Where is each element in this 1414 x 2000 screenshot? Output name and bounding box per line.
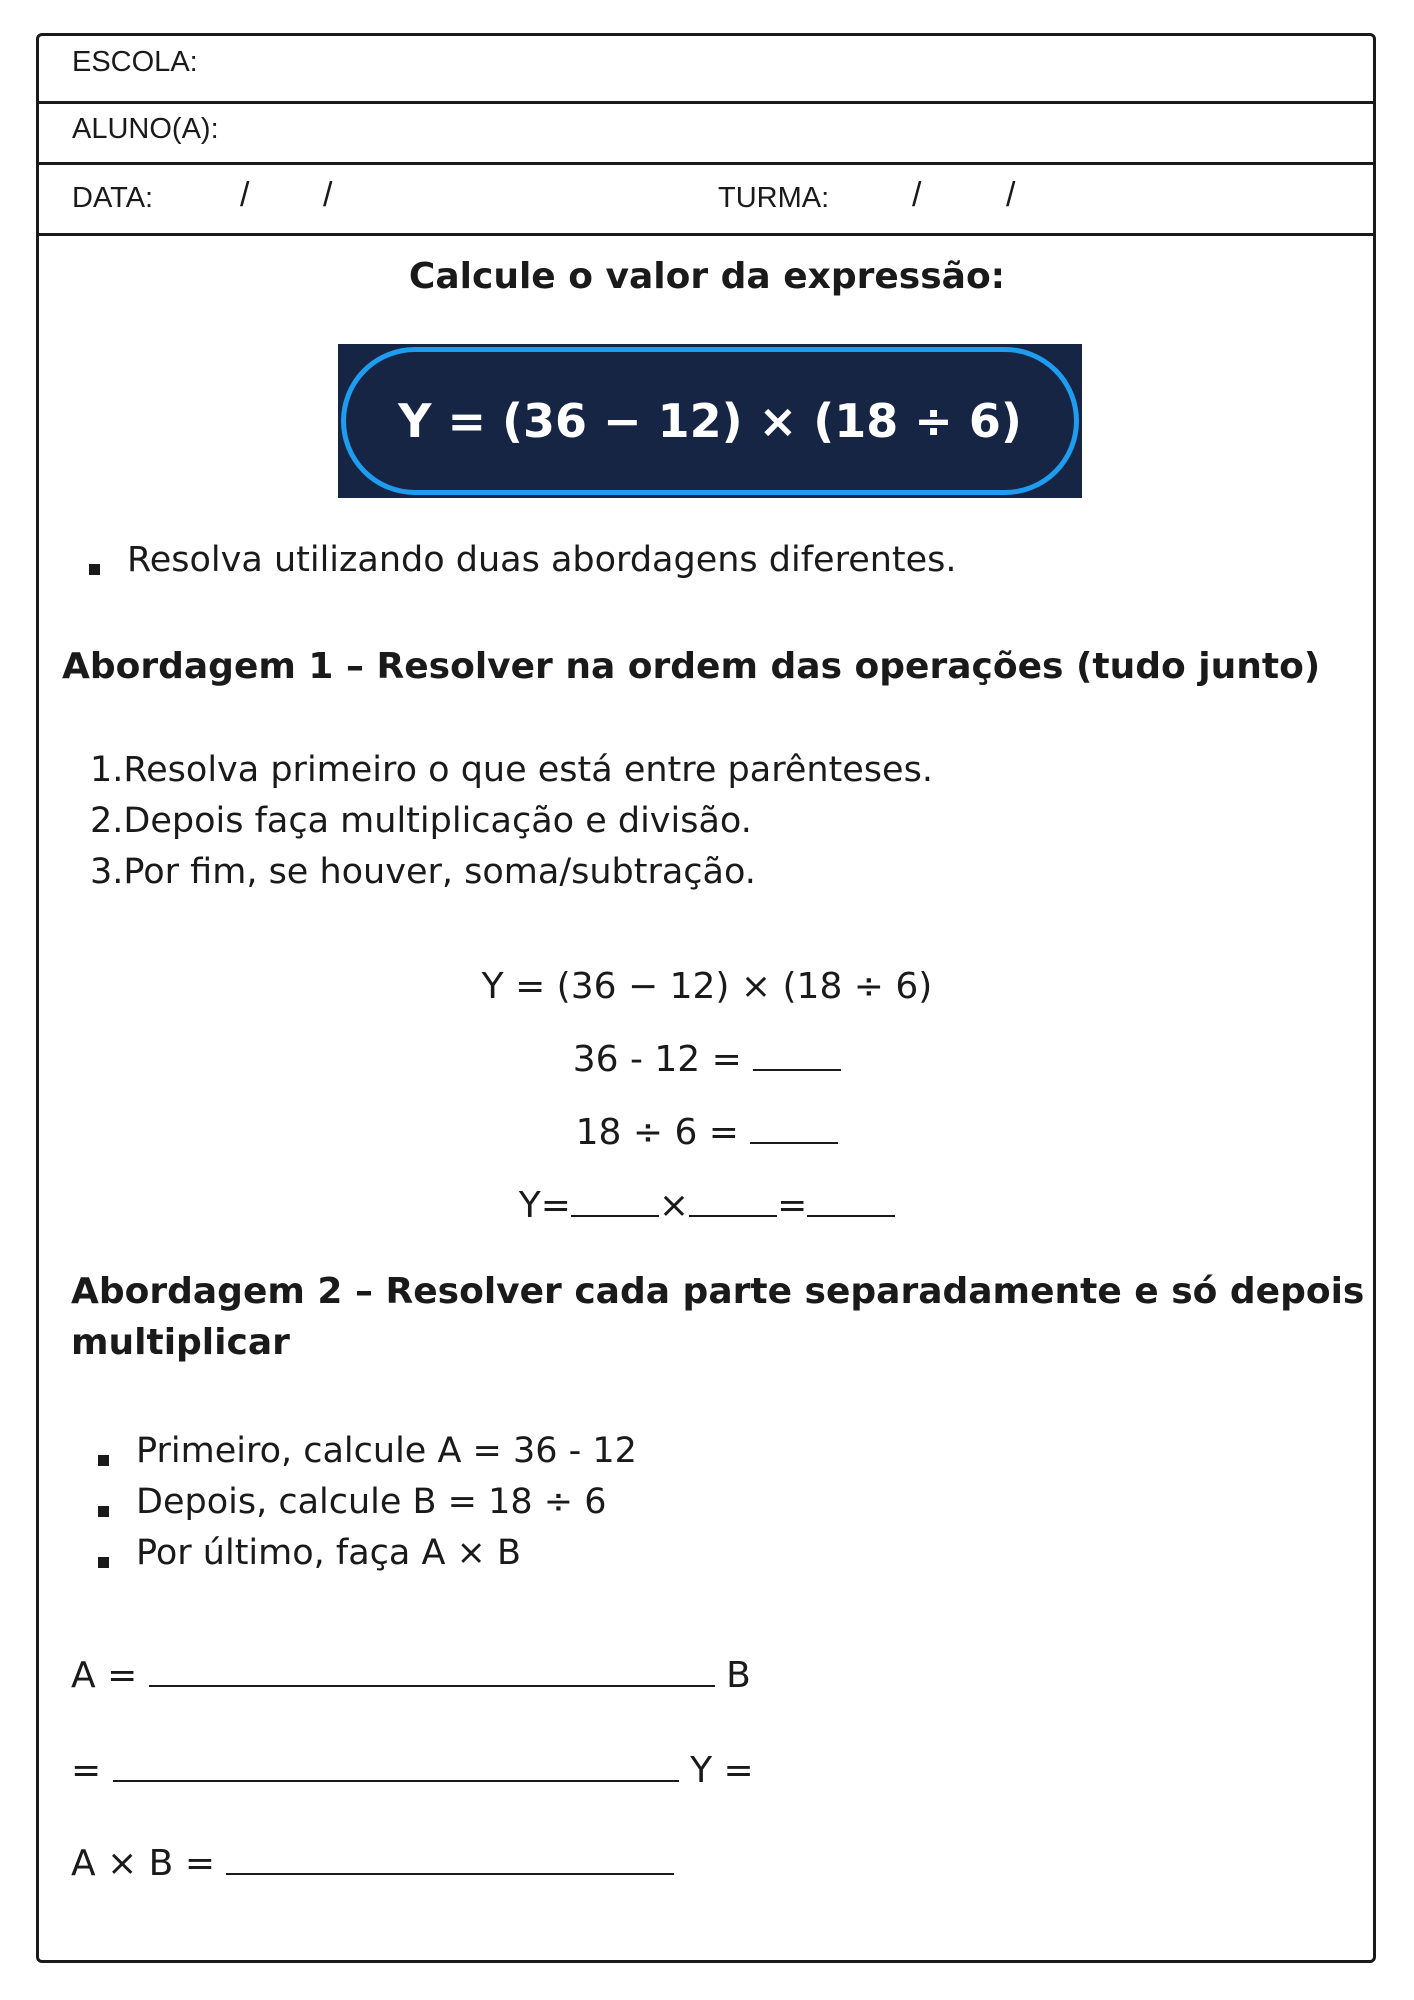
bullet-icon	[89, 564, 100, 575]
approach1-line2	[0, 1112, 1414, 1153]
approach1-step: 3.Por fim, se houver, soma/subtração.	[90, 852, 756, 892]
approach2-bullet: Depois, calcule B = 18 ÷ 6	[136, 1482, 607, 1522]
answer-a-blank[interactable]	[149, 1685, 715, 1687]
answer-a-label: A =	[71, 1655, 138, 1696]
answer-blank[interactable]	[750, 1142, 838, 1144]
answer-axb-line	[71, 1843, 674, 1884]
approach1-line3	[0, 1185, 1414, 1226]
approach2-bullet: Por último, faça A × B	[136, 1533, 522, 1573]
approach2-bullet: Primeiro, calcule A = 36 - 12	[136, 1431, 637, 1471]
expression-pill	[341, 347, 1079, 495]
answer-eq-label: =	[71, 1750, 102, 1791]
date-slash: /	[323, 176, 333, 214]
answer-axb-blank[interactable]	[226, 1873, 674, 1875]
approach1-heading: Abordagem 1 – Resolver na ordem das operações (tudo junto)	[62, 646, 1321, 687]
class-label: TURMA:	[718, 182, 830, 214]
class-slash: /	[912, 176, 922, 214]
answer-a-line	[71, 1655, 751, 1696]
bullet-icon	[98, 1506, 109, 1517]
date-slash: /	[240, 176, 250, 214]
approach2-heading: Abordagem 2 – Resolver cada parte separadamente e só depois	[71, 1271, 1365, 1312]
answer-blank[interactable]	[807, 1215, 895, 1217]
instruction-text: Resolva utilizando duas abordagens diferentes.	[127, 540, 957, 580]
answer-blank[interactable]	[571, 1215, 659, 1217]
bullet-icon	[98, 1557, 109, 1568]
page-title: Calcule o valor da expressão:	[408, 256, 1006, 297]
answer-blank[interactable]	[753, 1069, 841, 1071]
answer-b-line	[71, 1750, 754, 1791]
approach1-step: 2.Depois faça multiplicação e divisão.	[90, 801, 752, 841]
approach2-heading-cont: multiplicar	[71, 1322, 290, 1363]
line2-text: 18 ÷ 6 =	[575, 1112, 739, 1153]
line3-eq: =	[777, 1185, 808, 1226]
approach1-expression: Y = (36 − 12) × (18 ÷ 6)	[481, 966, 933, 1007]
answer-axb-label: A × B =	[71, 1843, 215, 1884]
line3-times: ×	[658, 1185, 690, 1226]
header-divider	[36, 233, 1376, 236]
answer-blank[interactable]	[689, 1215, 777, 1217]
answer-b-label: B	[726, 1655, 751, 1696]
expression-text: Y = (36 − 12) × (18 ÷ 6)	[398, 394, 1022, 448]
approach1-step: 1.Resolva primeiro o que está entre parênteses.	[90, 750, 933, 790]
student-label: ALUNO(A):	[72, 113, 219, 145]
school-label: ESCOLA:	[72, 46, 198, 78]
header-divider	[36, 101, 1376, 104]
answer-b-blank[interactable]	[113, 1780, 679, 1782]
line1-text: 36 - 12 =	[572, 1039, 742, 1080]
date-label: DATA:	[72, 182, 154, 214]
class-slash: /	[1006, 176, 1016, 214]
header-divider	[36, 162, 1376, 165]
approach1-line1	[0, 1039, 1414, 1080]
answer-y-label: Y =	[690, 1750, 754, 1791]
bullet-icon	[98, 1455, 109, 1466]
line3-y: Y=	[518, 1185, 571, 1226]
